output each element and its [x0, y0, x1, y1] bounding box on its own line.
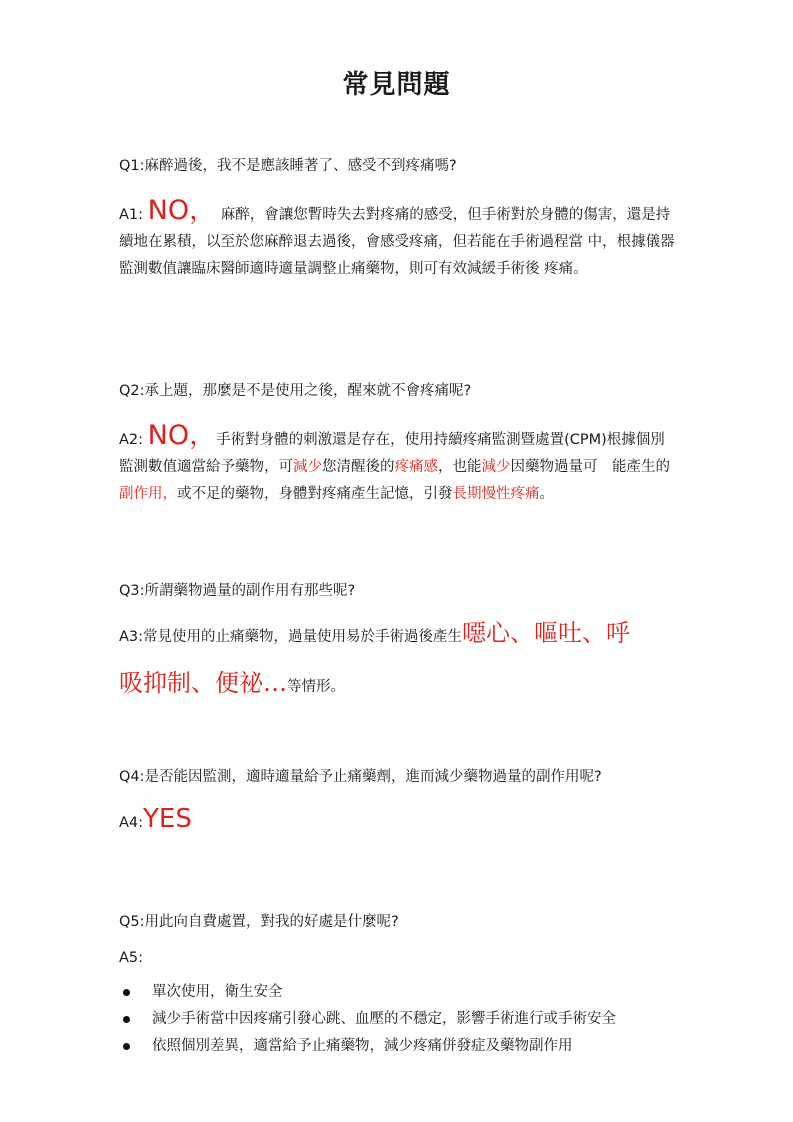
highlight-effects-2: 吸抑制、便祕…	[119, 669, 287, 697]
question-q3: Q3:所謂藥物過量的副作用有那些呢?	[119, 583, 356, 599]
answer-seg-5: 或不足的藥物，身體對疼痛產生記憶，引發	[177, 486, 453, 502]
highlight-side-effects: 副作用，	[119, 486, 177, 502]
list-item	[119, 1033, 679, 1060]
answer-q3	[119, 616, 679, 704]
faq-item-q1	[119, 153, 679, 283]
highlight-effects-1: 噁心、嘔吐、呼	[462, 619, 631, 647]
question-q5: Q5:用此向自費處置，對我的好處是什麼呢?	[119, 914, 399, 930]
answer-label-a1: A1:	[119, 207, 148, 223]
highlight-chronic-pain: 長期慢性疼痛	[452, 486, 540, 502]
answer-seg-1: 手術對身體的刺激還是存在，使用持續疼痛監測暨處置(CPM)根據個別監測數值適當給予藥物，可	[119, 432, 665, 475]
answer-label-a5: A5:	[119, 950, 144, 966]
faq-item-q3	[119, 578, 679, 704]
answer-q4	[119, 802, 679, 840]
answer-no-a1: NO，	[147, 195, 217, 226]
answer-label-a4: A4:	[119, 815, 144, 831]
page-title: 常見問題	[342, 70, 451, 100]
question-q4: Q4:是否能因監測，適時適量給予止痛藥劑，進而減少藥物過量的副作用呢?	[119, 769, 602, 785]
highlight-reduce-2: 減少	[481, 459, 511, 475]
list-item	[119, 1006, 679, 1033]
highlight-pain-sense: 疼痛感	[394, 459, 438, 475]
answer-seg-4: 因藥物過量可 能產生的	[510, 459, 670, 475]
answer-q1	[119, 197, 679, 283]
answer-text-a3: A3:常見使用的止痛藥物，過量使用易於手術過後產生	[119, 629, 463, 645]
benefit-text: 單次使用，衛生安全	[152, 984, 283, 1000]
answer-seg-6: 。	[539, 486, 554, 502]
answer-yes-a4: YES	[143, 804, 192, 834]
answer-label-a2: A2:	[119, 432, 148, 448]
bullet-icon	[123, 989, 130, 996]
faq-item-q5	[119, 909, 679, 1060]
benefit-text: 依照個別差異，適當給予止痛藥物，減少疼痛併發症及藥物副作用	[152, 1038, 573, 1054]
list-item	[119, 979, 679, 1006]
answer-seg-3: ，也能	[438, 459, 482, 475]
answer-q2	[119, 422, 679, 508]
benefit-text: 減少手術當中因疼痛引發心跳、血壓的不穩定，影響手術進行或手術安全	[152, 1011, 616, 1027]
faq-item-q2	[119, 378, 679, 508]
answer-suffix-a3: 等情形。	[287, 679, 345, 695]
highlight-reduce-1: 減少	[293, 459, 322, 475]
answer-text-a1: 麻醉，會讓您暫時失去對疼痛的感受，但手術對於身體的傷害，還是持續地在累積，以至於您麻醉退去過後，會感受疼痛，但若能在手術過程當 中，根據儀器監測數值讓臨床醫師適時適量調整止痛藥物，則可有效減緩手術後 疼痛。	[119, 207, 675, 277]
question-q2: Q2:承上題，那麼是不是使用之後，醒來就不會疼痛呢?	[119, 383, 472, 399]
answer-no-a2: NO，	[147, 420, 217, 451]
faq-item-q4	[119, 764, 679, 840]
question-q1: Q1:麻醉過後，我不是應該睡著了、感受不到疼痛嗎?	[119, 158, 457, 174]
benefits-list	[119, 979, 679, 1060]
bullet-icon	[123, 1016, 130, 1023]
answer-seg-2: 您清醒後的	[322, 459, 395, 475]
bullet-icon	[123, 1043, 130, 1050]
